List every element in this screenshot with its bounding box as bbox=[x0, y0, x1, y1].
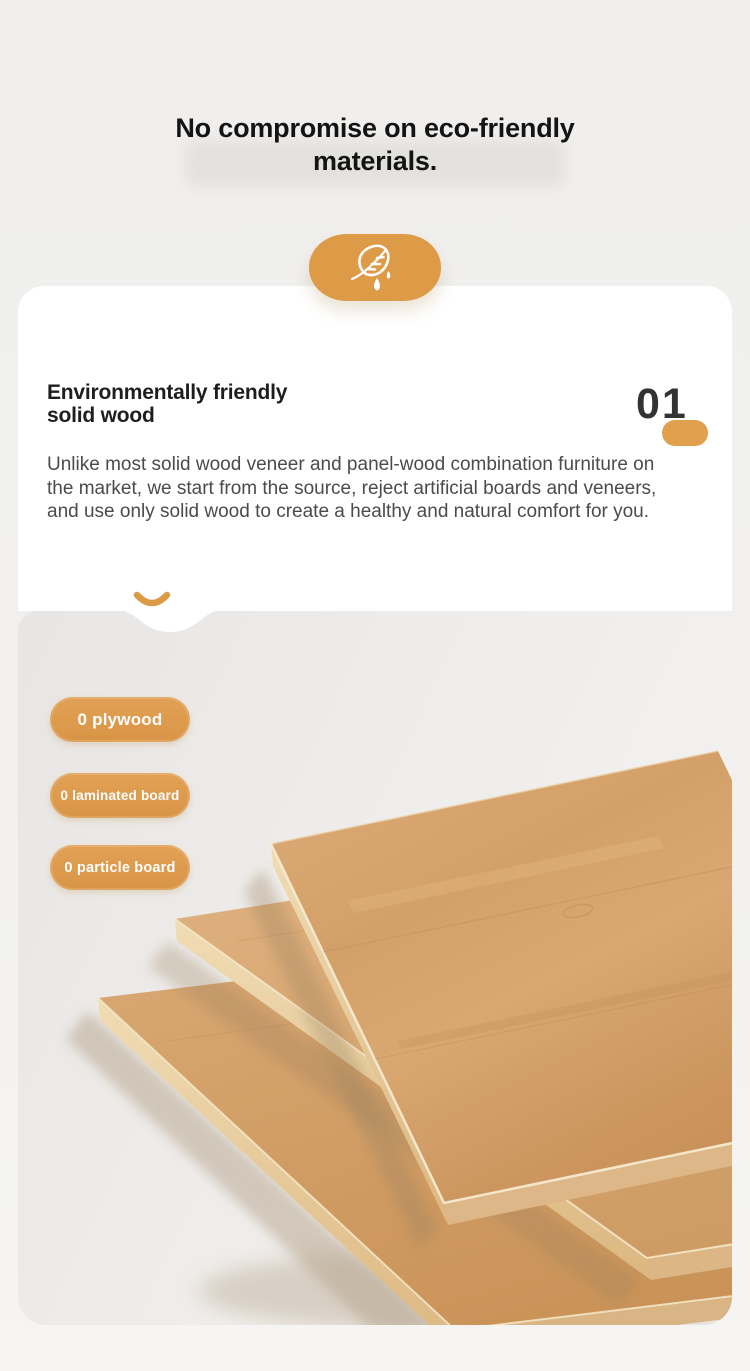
product-photo bbox=[18, 611, 732, 1325]
hero-badge bbox=[309, 234, 441, 301]
info-card bbox=[18, 286, 732, 611]
page-title: No compromise on eco-friendly materials. bbox=[175, 113, 575, 176]
card-heading: Environmentally friendly solid wood bbox=[47, 381, 288, 427]
material-badge-laminated-board bbox=[50, 773, 190, 818]
leaf-water-icon bbox=[344, 238, 406, 298]
section-number-text: 01 bbox=[636, 380, 688, 428]
material-badge-label: 0 laminated board bbox=[60, 788, 180, 803]
material-badge-label: 0 particle board bbox=[64, 859, 176, 876]
section-number bbox=[636, 382, 722, 444]
material-badge-label: 0 plywood bbox=[77, 709, 163, 729]
card-notch bbox=[118, 610, 222, 632]
material-badge-plywood bbox=[50, 697, 190, 742]
card-body-text: Unlike most solid wood veneer and panel-wood combination furniture on the market, we start from the source, reject artificial boards and veneers, and use only solid wood to create a healthy and natural comfort for you. bbox=[47, 454, 657, 522]
bottom-spacer bbox=[0, 1325, 750, 1371]
material-badge-particle-board bbox=[50, 845, 190, 890]
